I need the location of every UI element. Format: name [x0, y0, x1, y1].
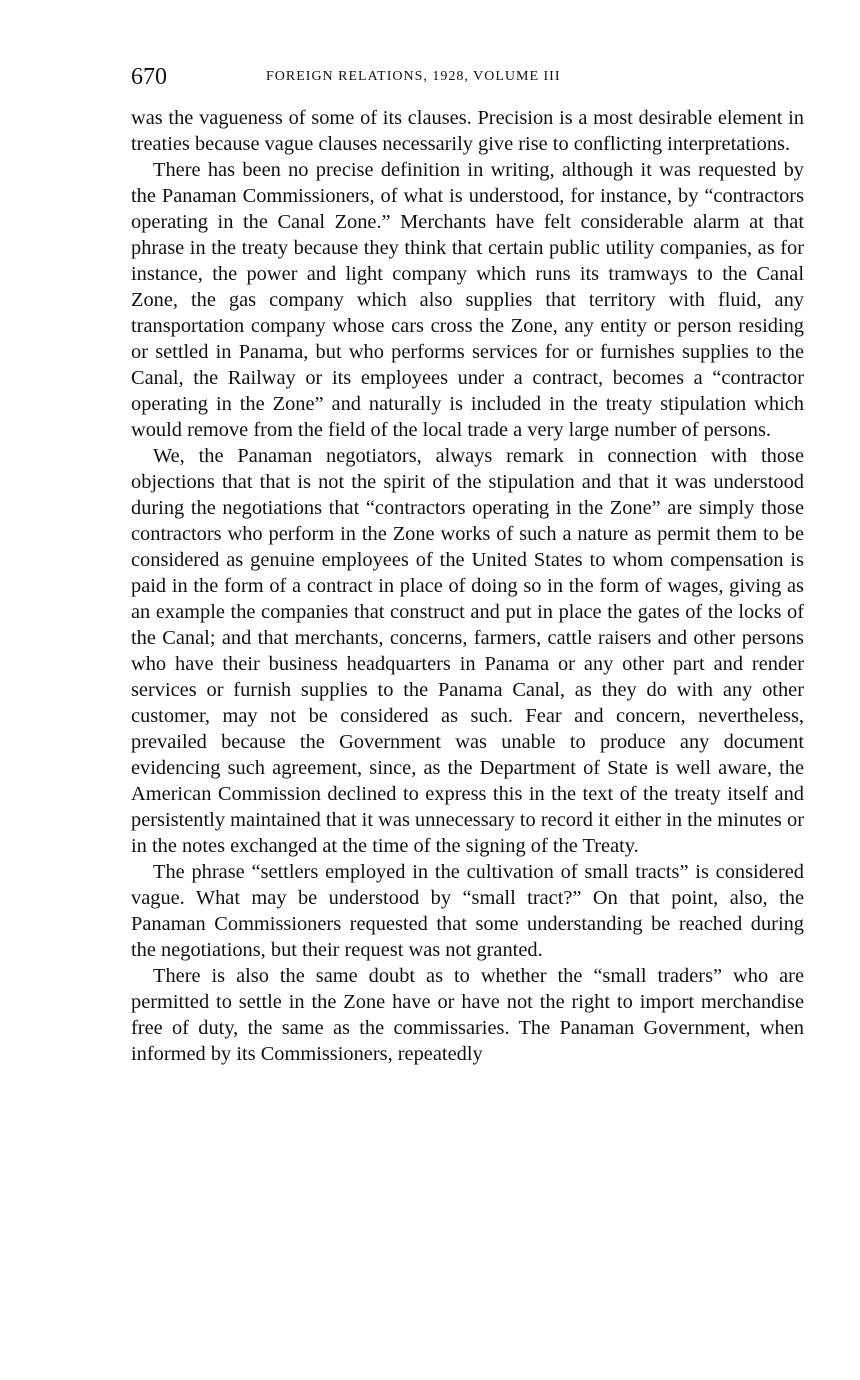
paragraph-small-tracts: The phrase “settlers employed in the cultivation of small tracts” is considered vague. What may be understood by “small tract?” On that point, also, the Panaman Commissioners requested that some understanding be reached during the negotiations, but their request was not granted.	[131, 861, 804, 961]
paragraph-continued: was the vagueness of some of its clauses. Precision is a most desirable element in treaties because vague clauses necessarily give rise to conflicting interpretations.	[131, 107, 804, 155]
paragraph-negotiators-remark: We, the Panaman negotiators, always remark in connection with those objections that that is not the spirit of the stipulation and that it was understood during the negotiations that “contractors operating in the Zone” are simply those contractors who perform in the Zone works of such a nature as permit them to be considered as genuine employees of the United States to whom compensation is paid in the form of a contract in place of doing so in the form of wages, giving as an example the companies that construct and put in place the gates of the locks of the Canal; and that merchants, concerns, farmers, cattle raisers and other persons who have their business headquarters in Panama or any other part and render services or furnish supplies to the Panama Canal, as they do with any other customer, may not be considered as such. Fear and concern, nevertheless, prevailed because the Government was unable to produce any document evidencing such agreement, since, as the Department of State is well aware, the American Commission declined to express this in the text of the treaty itself and persistently maintained that it was unnecessary to record it either in the minutes or in the notes exchanged at the time of the signing of the Treaty.	[131, 445, 804, 857]
paragraph-contractors-definition: There has been no precise definition in writing, although it was requested by the Panaman Commissioners, of what is understood, for instance, by “contractors operating in the Canal Zone.” Merchants have felt considerable alarm at that phrase in the treaty because they think that certain public utility companies, as for instance, the power and light company which runs its tramways to the Canal Zone, the gas company which also supplies that territory with fluid, any transportation company whose cars cross the Zone, any entity or person residing or settled in Panama, but who performs services for or furnishes supplies to the Canal, the Railway or its employees under a contract, becomes a “contractor operating in the Zone” and naturally is included in the treaty stipulation which would remove from the field of the local trade a very large number of persons.	[131, 159, 804, 441]
paragraph-small-traders: There is also the same doubt as to whether the “small traders” who are permitted to settle in the Zone have or have not the right to import merchandise free of duty, the same as the commissaries. The Panaman Government, when informed by its Commissioners, repeatedly	[131, 965, 804, 1065]
running-head: FOREIGN RELATIONS, 1928, VOLUME III	[266, 69, 561, 84]
page-header	[131, 62, 804, 92]
page-number: 670	[131, 64, 167, 90]
body-text	[131, 105, 804, 1067]
